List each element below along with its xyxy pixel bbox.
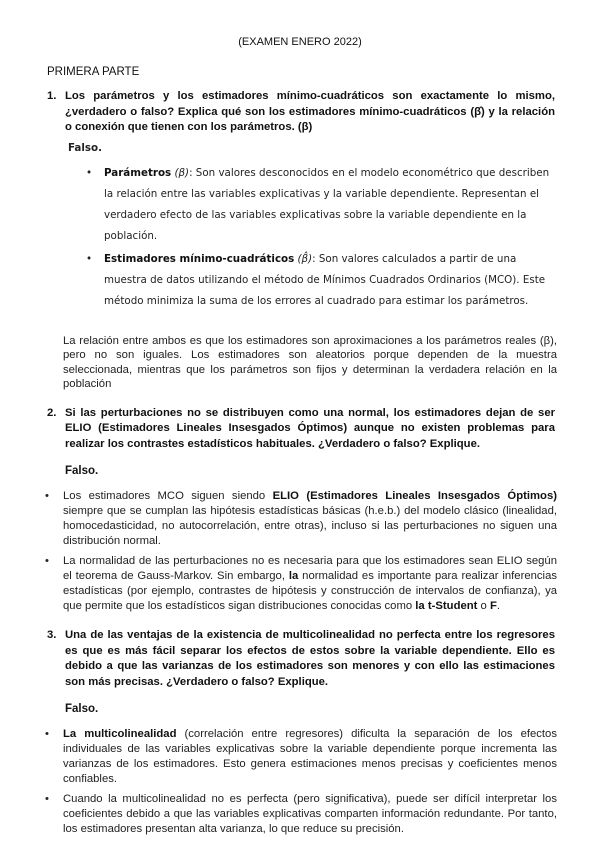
text: Cuando la multicolinealidad no es perfecta (pero significativa), puede ser difícil interpretar los coeficientes debido a que las variables explicativas comparten información redundante. Por tanto, los estimadores presentan alta varianza, lo que reduce su precisión. (63, 793, 557, 835)
symbol: (β̂) (294, 252, 313, 265)
bold-text: La multicolinealidad (63, 728, 177, 740)
answer-label: Falso. (68, 141, 103, 154)
bold-text: la t-Student (415, 600, 478, 612)
definition: : Son valores desconocidos en el modelo econométrico que describen la relación entre las variables explicativas y la variable dependiente. Representan el verdadero efecto de las variables explicativas sobre la variable dependiente en la población. (104, 166, 550, 242)
list-item (86, 249, 556, 312)
text: normalidad es importante para realizar inferencias estadísticas (por ejemplo, contrastes de hipótesis y construcción de intervalos de confianza), ya que permite que los estadísticos sigan distribuciones conocidas como (63, 570, 558, 612)
list-item (45, 792, 557, 837)
definition: : Son valores calculados a partir de una muestra de datos utilizando el método de Mínimos Cuadrados Ordinarios (MCO). Este método minimiza la suma de los errores al cuadrado para estimar los parámetros. (104, 252, 546, 307)
text: siempre que se cumplan las hipótesis estadísticas básicas (h.e.b.) del modelo clásico (linealidad, homocedasticidad, no autocorrelación, entre otras), incluso si las perturbaciones no siguen una distribución normal. (63, 505, 557, 547)
bullet-icon: • (86, 166, 93, 179)
bullet-icon: • (86, 252, 93, 265)
list-item (45, 727, 557, 787)
text: La normalidad de las perturbaciones no es necesaria para que los estimadores sean ELIO según el teorema de Gauss-Markov. Sin embargo, (63, 555, 557, 582)
bullet-icon: • (45, 555, 49, 567)
text: o (477, 600, 490, 612)
term: Parámetros (104, 166, 172, 179)
text: . (496, 600, 501, 612)
bold-text: F (489, 600, 497, 612)
term: Estimadores mínimo-cuadráticos (104, 252, 295, 265)
question-number: 3. (47, 629, 57, 641)
list-item (86, 163, 556, 247)
bold-text: la (288, 570, 299, 582)
section-heading: PRIMERA PARTE (47, 66, 140, 78)
question-number: 1. (47, 90, 57, 102)
bullet-icon: • (45, 728, 49, 740)
question-text: Una de las ventajas de la existencia de multicolinealidad no perfecta entre los regresores es que es más fácil separar los efectos de estos sobre la variable dependiente. Ello es debido a que las varianzas de los estimadores son menores y con ello las estimaciones son más precisas. ¿Verdadero o falso? Explique. (65, 629, 555, 688)
bullet-icon: • (45, 793, 49, 805)
conclusion-paragraph: La relación entre ambos es que los estimadores son aproximaciones a los parámetros reales (β), pero no son iguales. Los estimadores son aleatorios porque dependen de la muestra seleccionada, mientras que los parámetros son fijos y determinan la verdadera relación en la población (63, 334, 557, 390)
answer-label: Falso. (65, 465, 99, 477)
question-number: 2. (47, 406, 57, 419)
bullet-icon: • (45, 490, 49, 502)
symbol: (β) (171, 166, 190, 179)
question-3 (47, 628, 555, 690)
bold-text: ELIO (Estimadores Lineales Insesgados Óptimos) (272, 490, 557, 502)
list-item (45, 554, 557, 614)
list-item (45, 489, 557, 549)
question-text: Los parámetros y los estimadores mínimo-cuadráticos son exactamente lo mismo, ¿verdadero o falso? Explica qué son los estimadores mínimo-cuadráticos (β̂) y la relación o conexión que tienen con los parámetros. (β) (65, 90, 555, 133)
question-1 (47, 89, 555, 136)
text: (correlación entre regresores) dificulta la separación de los efectos individuales de las variables explicativas sobre la variable dependiente porque incrementa las varianzas de los estimadores. Esto genera estimaciones menos precisas y coeficientes menos confiables. (63, 728, 557, 785)
text: Los estimadores MCO siguen siendo (63, 490, 273, 502)
question-2 (47, 406, 555, 453)
question-text: Si las perturbaciones no se distribuyen como una normal, los estimadores dejan de ser ELIO (Estimadores Lineales Insesgados Óptimos) aunque no existen problemas para realizar los contrastes estadísticos habituales. ¿Verdadero o falso? Explique. (65, 406, 555, 450)
answer-label: Falso. (65, 703, 99, 715)
document-title: (EXAMEN ENERO 2022) (238, 36, 362, 48)
